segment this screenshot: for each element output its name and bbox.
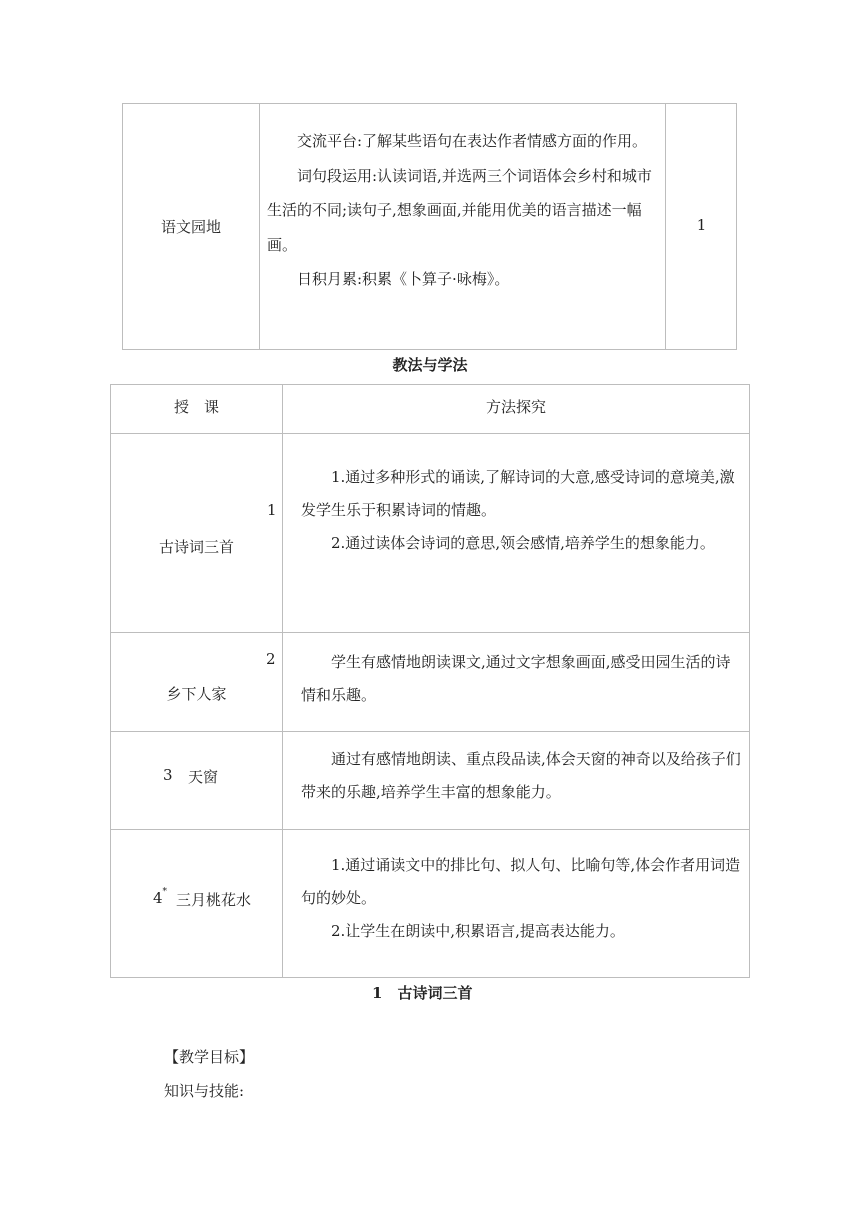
header-method: 方法探究	[485, 398, 546, 416]
column-divider	[259, 104, 260, 349]
lesson-title: 乡下人家	[166, 685, 227, 703]
lesson-number: 2	[266, 650, 276, 668]
header-lesson: 授 课	[173, 398, 219, 416]
method-cell	[301, 646, 745, 712]
methods-table	[110, 384, 750, 978]
lesson-number: 3	[163, 766, 173, 784]
content-line: 词句段运用:认读词语,并选两三个词语体会乡村和城市生活的不同;读句子,想象画面,并能用优美的语言描述一幅画。	[267, 166, 652, 254]
lesson-heading-title: 古诗词三首	[397, 984, 473, 1002]
method-line: 2.让学生在朗读中,积累语言,提高表达能力。	[331, 922, 625, 940]
row-divider	[111, 829, 749, 830]
row-divider	[111, 433, 749, 434]
lesson-heading	[372, 982, 472, 1003]
method-line: 1.通过诵读文中的排比句、拟人句、比喻句等,体会作者用词造句的妙处。	[301, 856, 741, 907]
lesson-heading-number: 1	[372, 984, 383, 1002]
lesson-number: 4	[153, 889, 163, 907]
method-line: 2.通过读体会诗词的意思,领会感情,培养学生的想象能力。	[331, 534, 715, 552]
lesson-title: 天窗	[188, 768, 219, 786]
objectives-heading: 【教学目标】	[164, 1048, 255, 1066]
row-divider	[111, 632, 749, 633]
unit-content-cell	[267, 124, 665, 297]
lesson-number-wrap	[153, 889, 167, 907]
method-line: 1.通过多种形式的诵读,了解诗词的大意,感受诗词的意境美,激发学生乐于积累诗词的情趣。	[301, 468, 735, 519]
lesson-number: 1	[267, 501, 277, 519]
optional-lesson-mark: *	[162, 887, 168, 897]
hours-cell: 1	[696, 216, 707, 234]
method-cell	[301, 849, 745, 948]
method-line: 通过有感情地朗读、重点段品读,体会天窗的神奇以及给孩子们带来的乐趣,培养学生丰富的想象能力。	[301, 750, 741, 801]
lesson-title: 三月桃花水	[176, 891, 252, 909]
method-cell	[301, 461, 745, 560]
method-line: 学生有感情地朗读课文,通过文字想象画面,感受田园生活的诗情和乐趣。	[301, 653, 731, 704]
row-divider	[111, 731, 749, 732]
method-cell	[301, 743, 745, 809]
content-line: 日积月累:积累《卜算子·咏梅》。	[297, 270, 510, 288]
unit-name-cell: 语文园地	[160, 218, 221, 236]
column-divider	[282, 385, 283, 977]
content-line: 交流平台:了解某些语句在表达作者情感方面的作用。	[297, 132, 648, 150]
units-table-continuation	[122, 103, 737, 350]
knowledge-skills-heading: 知识与技能:	[164, 1082, 245, 1100]
section-title: 教法与学法	[392, 356, 468, 374]
lesson-title: 古诗词三首	[158, 538, 234, 556]
